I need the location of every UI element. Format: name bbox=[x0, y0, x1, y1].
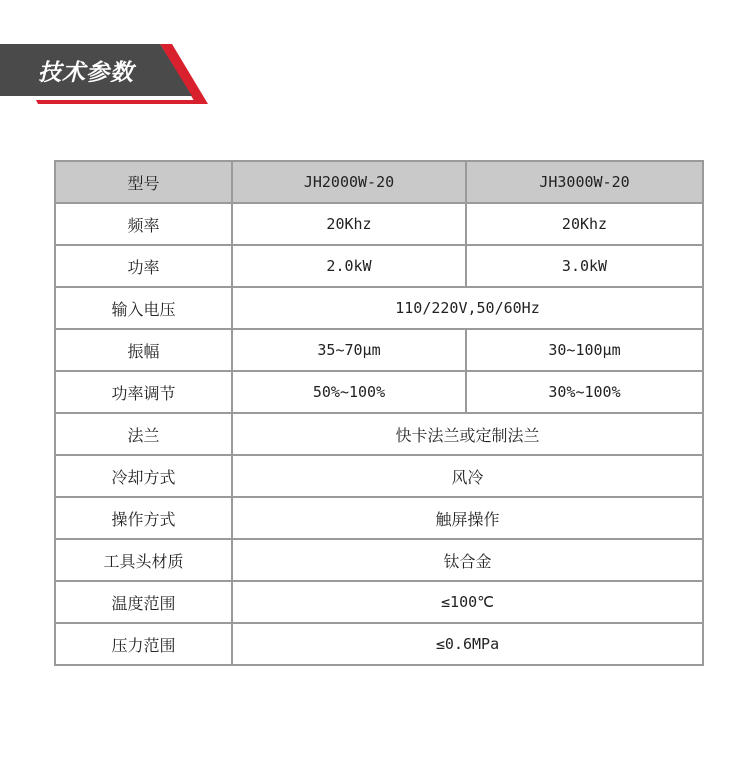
table-row bbox=[55, 329, 703, 371]
table-row bbox=[55, 371, 703, 413]
table-row bbox=[55, 623, 703, 665]
table-row bbox=[55, 539, 703, 581]
section-banner bbox=[0, 44, 220, 106]
table-row bbox=[55, 245, 703, 287]
row-label: 功率调节 bbox=[55, 371, 232, 413]
row-value: 30%~100% bbox=[466, 371, 703, 413]
row-value: 30~100μm bbox=[466, 329, 703, 371]
row-label: 工具头材质 bbox=[55, 539, 232, 581]
row-label: 功率 bbox=[55, 245, 232, 287]
row-label: 压力范围 bbox=[55, 623, 232, 665]
row-value: 2.0kW bbox=[232, 245, 466, 287]
row-value: ≤0.6MPa bbox=[232, 623, 703, 665]
table-row bbox=[55, 287, 703, 329]
table-row bbox=[55, 203, 703, 245]
row-label: 冷却方式 bbox=[55, 455, 232, 497]
row-label: 频率 bbox=[55, 203, 232, 245]
spec-table bbox=[54, 160, 704, 666]
row-label: 法兰 bbox=[55, 413, 232, 455]
row-value: 3.0kW bbox=[466, 245, 703, 287]
row-value: 钛合金 bbox=[232, 539, 703, 581]
row-value: 110/220V,50/60Hz bbox=[232, 287, 703, 329]
row-value: 快卡法兰或定制法兰 bbox=[232, 413, 703, 455]
row-label: 振幅 bbox=[55, 329, 232, 371]
table-row bbox=[55, 497, 703, 539]
table-header-row bbox=[55, 161, 703, 203]
table-row bbox=[55, 581, 703, 623]
banner-red-stripe bbox=[36, 100, 208, 104]
table-row bbox=[55, 455, 703, 497]
row-label: 温度范围 bbox=[55, 581, 232, 623]
row-value: 风冷 bbox=[232, 455, 703, 497]
row-value: 20Khz bbox=[466, 203, 703, 245]
row-value: ≤100℃ bbox=[232, 581, 703, 623]
row-value: 50%~100% bbox=[232, 371, 466, 413]
header-label: 型号 bbox=[55, 161, 232, 203]
row-label: 输入电压 bbox=[55, 287, 232, 329]
row-value: 触屏操作 bbox=[232, 497, 703, 539]
header-model-2: JH3000W-20 bbox=[466, 161, 703, 203]
table-row bbox=[55, 413, 703, 455]
header-model-1: JH2000W-20 bbox=[232, 161, 466, 203]
row-value: 20Khz bbox=[232, 203, 466, 245]
row-label: 操作方式 bbox=[55, 497, 232, 539]
row-value: 35~70μm bbox=[232, 329, 466, 371]
section-title: 技术参数 bbox=[38, 60, 134, 86]
